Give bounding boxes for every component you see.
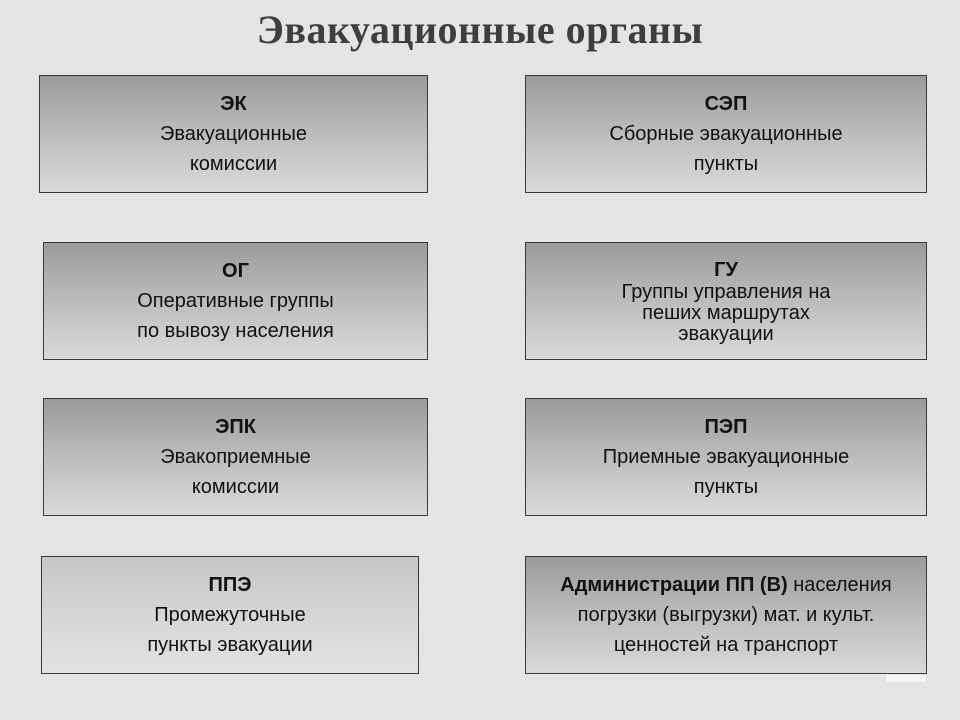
- box-admin-line-3: ценностей на транспорт: [613, 634, 839, 656]
- box-ppe: [41, 556, 419, 674]
- box-sep-line-1: Сборные эвакуационные: [609, 123, 843, 145]
- box-admin-line-1: [560, 570, 891, 600]
- box-pep-line-2: пункты: [693, 476, 759, 498]
- box-admin-line-2: погрузки (выгрузки) мат. и культ.: [577, 604, 875, 626]
- box-sep: [525, 75, 927, 193]
- box-og-line-1: Оперативные группы: [137, 290, 334, 312]
- box-admin-lead: Администрации ПП (В): [560, 574, 788, 596]
- box-epk-line-1: Эвакоприемные: [160, 446, 311, 468]
- box-epk-abbr: ЭПК: [215, 416, 256, 438]
- box-epk-line-2: комиссии: [191, 476, 280, 498]
- box-pep: [525, 398, 927, 516]
- box-pep-abbr: ПЭП: [704, 416, 748, 438]
- box-pep-line-1: Приемные эвакуационные: [602, 446, 850, 468]
- page-title: Эвакуационные органы: [256, 7, 704, 52]
- box-gu-line-2: пеших маршрутах: [642, 301, 810, 324]
- box-gu: [525, 242, 927, 360]
- box-ppe-line-2: пункты эвакуации: [147, 634, 313, 656]
- box-og: [43, 242, 428, 360]
- box-admin-lead-rest: населения: [787, 574, 892, 596]
- box-admin: [525, 556, 927, 674]
- box-ek-line-1: Эвакуационные: [159, 123, 308, 145]
- box-og-abbr: ОГ: [222, 260, 249, 282]
- box-ek: [39, 75, 428, 193]
- box-sep-abbr: СЭП: [704, 93, 748, 115]
- box-sep-line-2: пункты: [693, 153, 759, 175]
- box-gu-line-1: Группы управления на: [621, 280, 831, 303]
- box-ppe-line-1: Промежуточные: [154, 604, 306, 626]
- box-gu-line-3: эвакуации: [678, 322, 774, 345]
- box-ek-line-2: комиссии: [189, 153, 278, 175]
- box-epk: [43, 398, 428, 516]
- corner-mark: [886, 675, 926, 682]
- box-ppe-abbr: ППЭ: [208, 574, 252, 596]
- box-ek-abbr: ЭК: [220, 93, 247, 115]
- box-og-line-2: по вывозу населения: [137, 320, 334, 342]
- box-gu-abbr: ГУ: [714, 258, 738, 281]
